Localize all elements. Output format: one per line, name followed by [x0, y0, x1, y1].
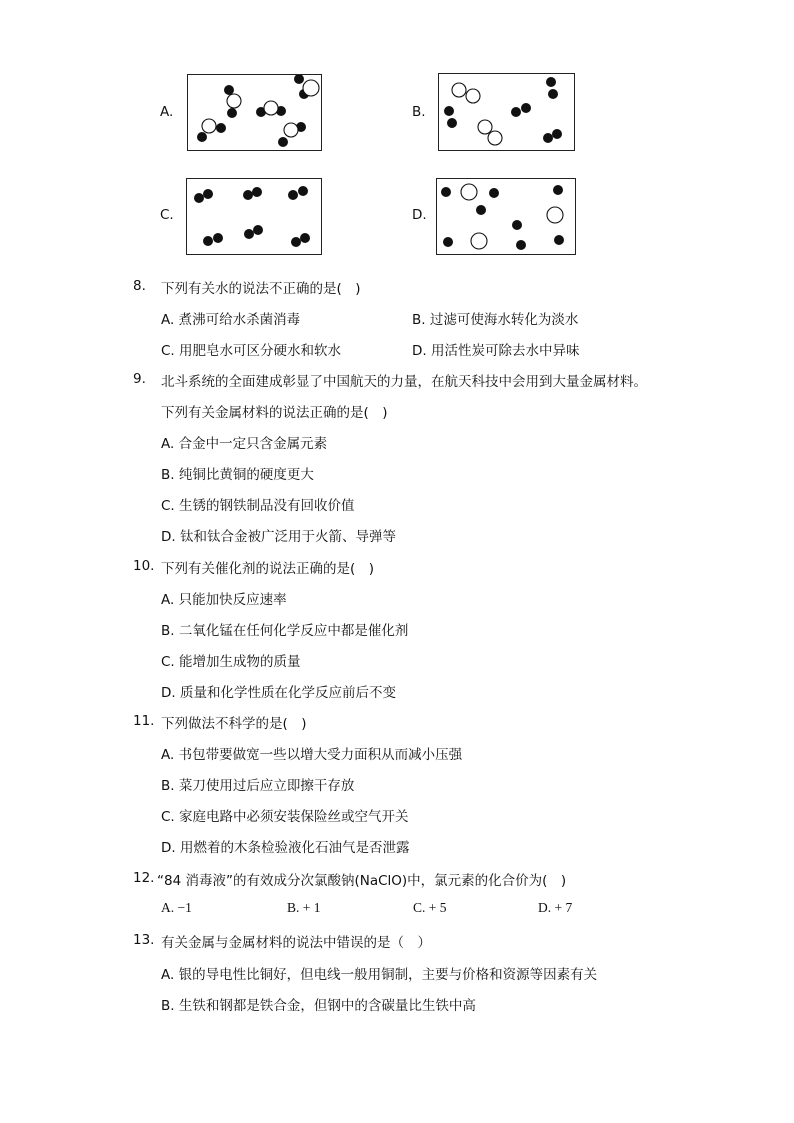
q12-stem: “84 消毒液”的有效成分次氯酸钠(NaClO)中，氯元素的化合价为( ) — [157, 873, 567, 889]
q11-option-b: B. 菜刀使用过后应立即擦干存放 — [161, 778, 355, 794]
q8-stem: 下列有关水的说法不正确的是( ) — [161, 281, 361, 297]
q9-stem-line1: 北斗系统的全面建成彰显了中国航天的力量，在航天科技中会用到大量金属材料。 — [161, 374, 647, 390]
q9-stem-line2: 下列有关金属材料的说法正确的是( ) — [161, 405, 388, 421]
q11-number: 11. — [133, 713, 155, 729]
q9-option-c: C. 生锈的钢铁制品没有回收价值 — [161, 498, 355, 514]
q11-option-a: A. 书包带要做宽一些以增大受力面积从而减小压强 — [161, 747, 463, 763]
q10-option-a: A. 只能加快反应速率 — [161, 592, 287, 608]
diagram-c — [186, 178, 322, 255]
q8-option-a: A. 煮沸可给水杀菌消毒 — [161, 312, 301, 328]
q13-stem: 有关金属与金属材料的说法中错误的是（ ） — [161, 935, 431, 951]
q10-stem: 下列有关催化剂的说法正确的是( ) — [161, 561, 375, 577]
diagram-b — [438, 73, 575, 151]
diagram-d — [436, 178, 576, 255]
q9-option-a: A. 合金中一定只含金属元素 — [161, 436, 328, 452]
q12-option-c: C. + 5 — [413, 900, 447, 915]
diagram-b-particles — [439, 74, 576, 152]
option-d-letter: D. — [412, 207, 427, 223]
q13-option-b: B. 生铁和钢都是铁合金，但钢中的含碳量比生铁中高 — [161, 998, 476, 1014]
option-a-letter: A. — [160, 104, 174, 120]
diagram-d-particles — [437, 179, 577, 256]
q11-stem: 下列做法不科学的是( ) — [161, 716, 307, 732]
option-c-letter: C. — [160, 207, 174, 223]
q12-number: 12. — [133, 870, 155, 886]
q11-option-d: D. 用燃着的木条检验液化石油气是否泄露 — [161, 840, 410, 856]
q10-number: 10. — [133, 558, 155, 574]
diagram-c-particles — [187, 179, 323, 256]
q10-option-d: D. 质量和化学性质在化学反应前后不变 — [161, 685, 396, 701]
diagram-a — [187, 74, 322, 151]
q13-option-a: A. 银的导电性比铜好，但电线一般用铜制，主要与价格和资源等因素有关 — [161, 967, 598, 983]
q10-option-b: B. 二氧化锰在任何化学反应中都是催化剂 — [161, 623, 409, 639]
option-b-letter: B. — [412, 104, 426, 120]
q9-number: 9. — [133, 371, 146, 387]
q8-number: 8. — [133, 278, 146, 294]
q8-option-b: B. 过滤可使海水转化为淡水 — [412, 312, 579, 328]
q9-option-d: D. 钛和钛合金被广泛用于火箭、导弹等 — [161, 529, 396, 545]
diagram-a-particles — [188, 75, 323, 152]
q12-option-d: D. + 7 — [538, 900, 573, 915]
q8-option-c: C. 用肥皂水可区分硬水和软水 — [161, 343, 342, 359]
q12-option-a: A. −1 — [161, 900, 192, 915]
q8-option-d: D. 用活性炭可除去水中异味 — [412, 343, 580, 359]
q13-number: 13. — [133, 932, 155, 948]
q9-option-b: B. 纯铜比黄铜的硬度更大 — [161, 467, 314, 483]
q11-option-c: C. 家庭电路中必须安装保险丝或空气开关 — [161, 809, 409, 825]
q12-option-b: B. + 1 — [287, 900, 321, 915]
q10-option-c: C. 能增加生成物的质量 — [161, 654, 301, 670]
